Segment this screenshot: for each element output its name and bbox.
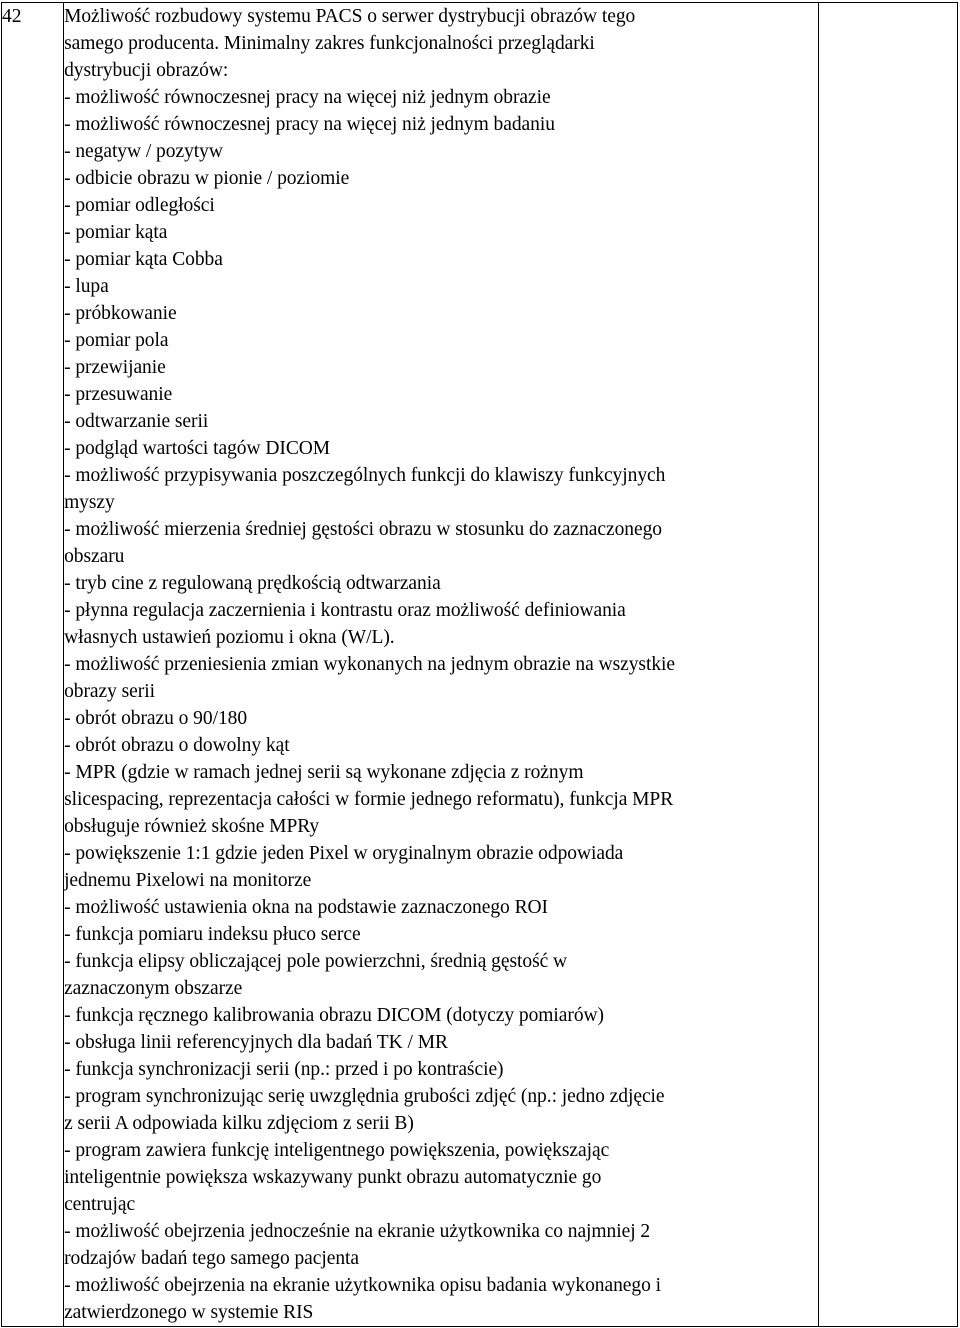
response-cell [818, 3, 957, 1327]
requirements-table [1, 2, 958, 1327]
description-line: - możliwość przypisywania poszczególnych funkcji do klawiszy funkcyjnych [64, 465, 666, 486]
description-line: własnych ustawień poziomu i okna (W/L). [64, 627, 395, 648]
description-line: - pomiar kąta Cobba [64, 249, 223, 270]
row-number-cell [2, 3, 64, 1327]
description-line: - możliwość równoczesnej pracy na więcej niż jednym badaniu [64, 114, 555, 135]
description-line: z serii A odpowiada kilku zdjęciom z serii B) [64, 1113, 414, 1134]
description-line: - możliwość równoczesnej pracy na więcej niż jednym obrazie [64, 87, 551, 108]
description-line: - funkcja elipsy obliczającej pole powierzchni, średnią gęstość w [64, 951, 568, 972]
description-line: - obrót obrazu o 90/180 [64, 708, 248, 729]
description-text [64, 3, 818, 1326]
description-line: slicespacing, reprezentacja całości w formie jednego reformatu), funkcja MPR [64, 789, 674, 810]
description-line: - program synchronizując serię uwzględnia grubości zdjęć (np.: jedno zdjęcie [64, 1086, 665, 1107]
description-line: - lupa [64, 276, 109, 297]
description-line: - możliwość mierzenia średniej gęstości obrazu w stosunku do zaznaczonego [64, 519, 662, 540]
description-line: - powiększenie 1:1 gdzie jeden Pixel w oryginalnym obrazie odpowiada [64, 843, 624, 864]
description-cell [64, 3, 819, 1327]
row-number: 42 [2, 6, 22, 27]
description-line: obsługuje również skośne MPRy [64, 816, 320, 837]
description-line: - odtwarzanie serii [64, 411, 209, 432]
description-line: - pomiar kąta [64, 222, 168, 243]
description-line: - przesuwanie [64, 384, 173, 405]
description-line: - obrót obrazu o dowolny kąt [64, 735, 290, 756]
description-line: - możliwość obejrzenia na ekranie użytkownika opisu badania wykonanego i [64, 1275, 661, 1296]
description-line: centrując [64, 1194, 136, 1215]
description-line: rodzajów badań tego samego pacjenta [64, 1248, 360, 1269]
description-line: jednemu Pixelowi na monitorze [64, 870, 312, 891]
description-line: - program zawiera funkcję inteligentnego powiększenia, powiększając [64, 1140, 610, 1161]
description-line: zaznaczonym obszarze [64, 978, 243, 999]
description-line: - możliwość obejrzenia jednocześnie na ekranie użytkownika co najmniej 2 [64, 1221, 651, 1242]
description-line: - negatyw / pozytyw [64, 141, 223, 162]
description-line: - możliwość przeniesienia zmian wykonanych na jednym obrazie na wszystkie [64, 654, 675, 675]
description-line: - MPR (gdzie w ramach jednej serii są wykonane zdjęcia z rożnym [64, 762, 584, 783]
description-line: Możliwość rozbudowy systemu PACS o serwer dystrybucji obrazów tego [64, 6, 636, 27]
table-row [2, 3, 958, 1327]
description-line: zatwierdzonego w systemie RIS [64, 1302, 314, 1323]
description-line: - możliwość ustawienia okna na podstawie zaznaczonego ROI [64, 897, 548, 918]
description-line: - płynna regulacja zaczernienia i kontrastu oraz możliwość definiowania [64, 600, 626, 621]
description-line: dystrybucji obrazów: [64, 60, 229, 81]
description-line: myszy [64, 492, 115, 513]
description-line: - pomiar odległości [64, 195, 215, 216]
description-line: samego producenta. Minimalny zakres funkcjonalności przeglądarki [64, 33, 595, 54]
description-line: obszaru [64, 546, 125, 567]
description-line: - funkcja ręcznego kalibrowania obrazu DICOM (dotyczy pomiarów) [64, 1005, 604, 1026]
description-line: - tryb cine z regulowaną prędkością odtwarzania [64, 573, 441, 594]
description-line: - obsługa linii referencyjnych dla badań TK / MR [64, 1032, 448, 1053]
description-line: inteligentnie powiększa wskazywany punkt obrazu automatycznie go [64, 1167, 602, 1188]
description-line: obrazy serii [64, 681, 155, 702]
description-line: - funkcja pomiaru indeksu płuco serce [64, 924, 361, 945]
description-line: - podgląd wartości tagów DICOM [64, 438, 331, 459]
description-line: - funkcja synchronizacji serii (np.: przed i po kontraście) [64, 1059, 504, 1080]
description-line: - odbicie obrazu w pionie / poziomie [64, 168, 350, 189]
description-line: - próbkowanie [64, 303, 177, 324]
description-line: - przewijanie [64, 357, 166, 378]
description-line: - pomiar pola [64, 330, 169, 351]
